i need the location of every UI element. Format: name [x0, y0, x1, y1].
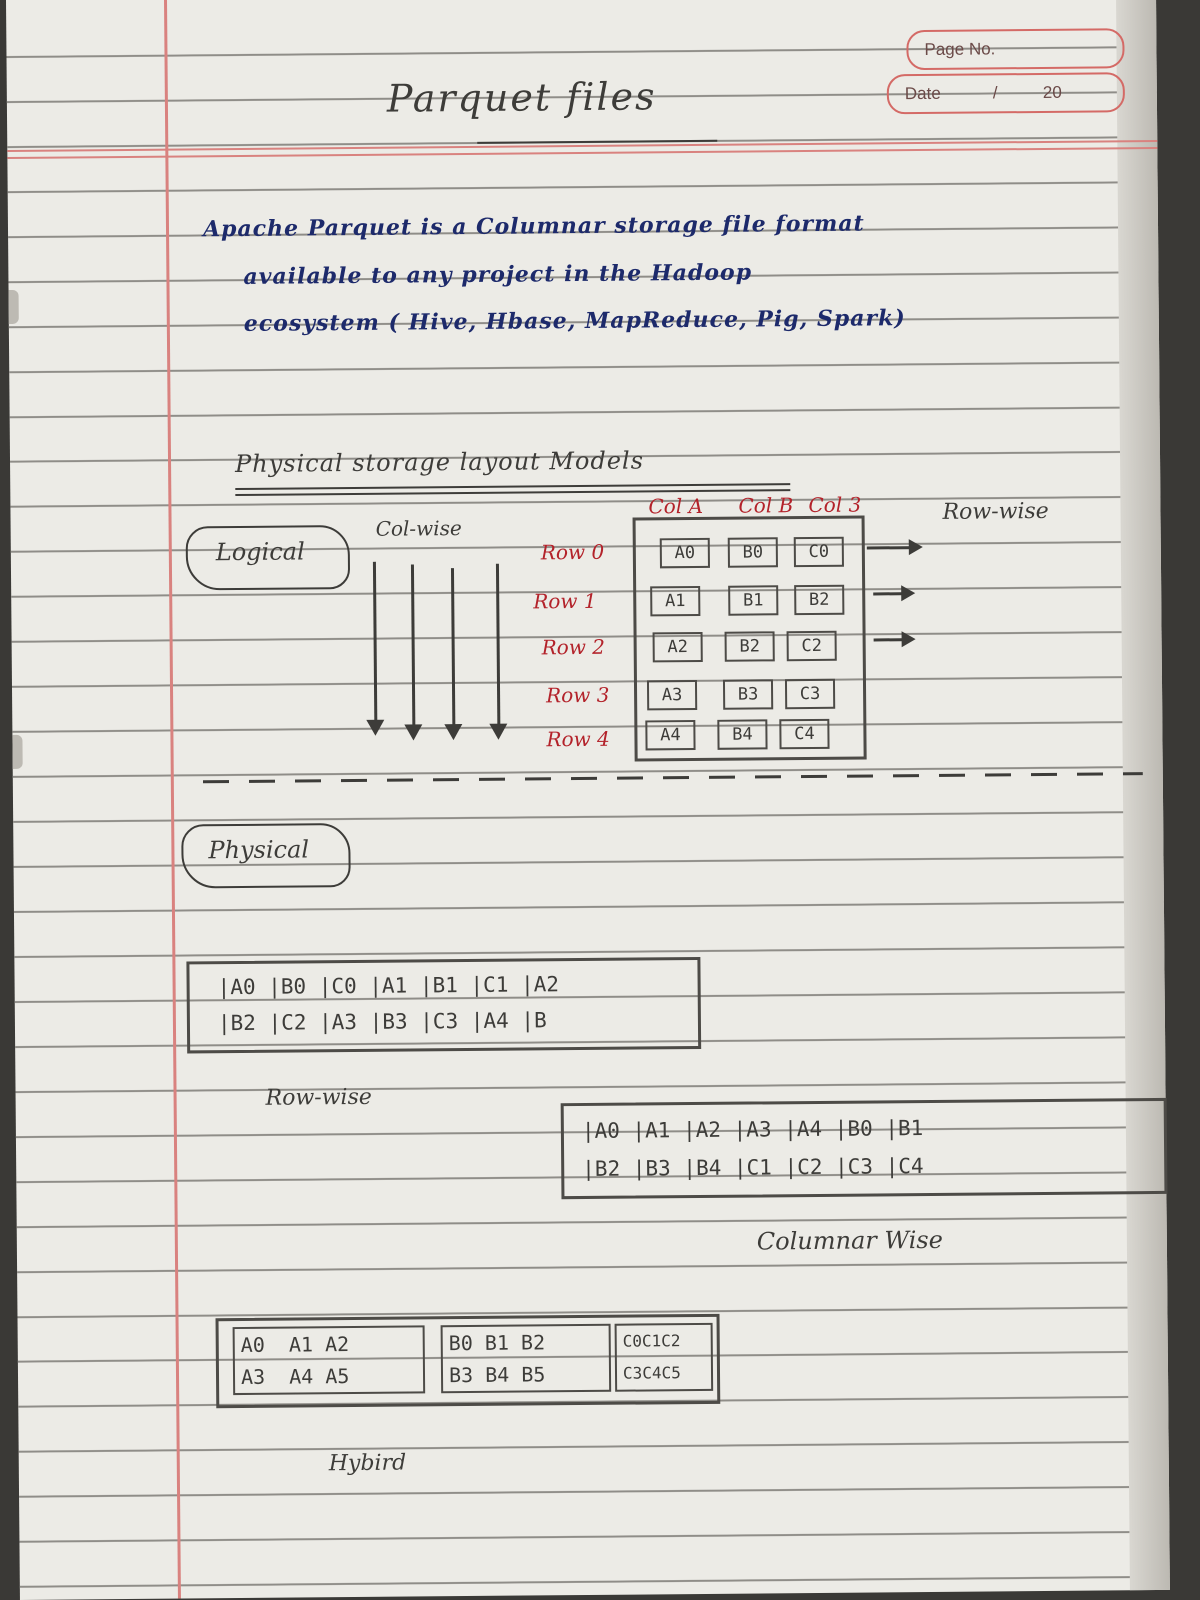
storage-row: |A0 |A1 |A2 |A3 |A4 |B0 |B1 [581, 1116, 924, 1144]
row-label: Row 2 [541, 634, 606, 660]
col-wise-arrow [411, 564, 416, 736]
col-header-a: Col A [648, 493, 704, 519]
table-cell: A2 [653, 632, 703, 662]
hybrid-line: B0 B1 B2 [448, 1330, 546, 1356]
binder-ring [9, 290, 19, 324]
table-cell: A3 [647, 680, 697, 710]
table-cell: C4 [779, 719, 829, 749]
date-separator: / [992, 83, 998, 103]
hybrid-line: A0 A1 A2 [240, 1332, 350, 1358]
hybrid-group-c [615, 1323, 714, 1392]
table-cell: C2 [787, 631, 837, 661]
table-cell: B2 [794, 585, 844, 615]
row-wise-label: Row-wise [942, 498, 1049, 525]
logical-table [633, 516, 867, 762]
storage-row: |A0 |B0 |C0 |A1 |B1 |C1 |A2 [217, 972, 560, 1000]
hybrid-group-a [233, 1325, 426, 1395]
date-label: Date [904, 83, 941, 104]
row-label: Row 0 [540, 539, 605, 565]
date-field [887, 72, 1125, 114]
row-wise-arrow [867, 546, 917, 549]
intro-line-1: Apache Parquet is a Columnar storage file format [202, 210, 865, 243]
heading-underline [235, 489, 790, 496]
table-cell: B4 [717, 719, 767, 749]
table-cell: C0 [794, 537, 844, 567]
hybrid-caption: Hybird [328, 1450, 407, 1477]
table-cell: B0 [728, 537, 778, 567]
storage-row: |B2 |C2 |A3 |B3 |C3 |A4 |B [217, 1008, 547, 1036]
col-header-c: Col 3 [808, 492, 862, 518]
col-wise-label: Col-wise [375, 516, 462, 541]
hybrid-group-b [441, 1324, 612, 1393]
hybrid-line: C3C4C5 [622, 1363, 681, 1383]
table-cell: A0 [660, 538, 710, 568]
row-wise-arrow [874, 638, 910, 641]
binder-ring [12, 735, 22, 769]
page-no-label: Page No. [924, 39, 996, 59]
row-wise-arrow [873, 592, 909, 595]
table-cell: A1 [650, 586, 700, 616]
table-cell: B1 [728, 585, 778, 615]
physical-label: Physical [208, 835, 310, 865]
table-cell: A4 [645, 720, 695, 750]
hybrid-line: A3 A4 A5 [240, 1364, 350, 1390]
intro-line-2: available to any project in the Hadoop [243, 259, 753, 290]
col-wise-arrow [451, 568, 455, 736]
row-wise-storage [186, 957, 701, 1053]
hybrid-line: C0C1C2 [622, 1331, 681, 1351]
col-wise-arrow [373, 562, 377, 732]
hybrid-storage [216, 1314, 721, 1408]
col-header-b: Col B [738, 493, 794, 518]
col-wise-arrow [496, 564, 501, 736]
columnar-caption: Columnar Wise [756, 1225, 943, 1256]
margin-line [164, 0, 181, 1599]
table-cell: B3 [723, 679, 773, 709]
row-label: Row 4 [546, 726, 610, 752]
page-title: Parquet files [386, 74, 657, 121]
logical-physical-divider [203, 772, 1143, 783]
columnar-storage [561, 1098, 1168, 1199]
table-cell: B2 [725, 631, 775, 661]
section-heading: Physical storage layout Models [234, 446, 645, 479]
storage-row: |B2 |B3 |B4 |C1 |C2 |C3 |C4 [582, 1154, 924, 1182]
notebook-page [6, 0, 1170, 1600]
logical-label: Logical [215, 537, 305, 567]
hybrid-line: B3 B4 B5 [448, 1362, 546, 1388]
date-year: 20 [1042, 82, 1062, 102]
page-edge [1116, 0, 1170, 1590]
row-wise-caption: Row-wise [265, 1084, 372, 1111]
intro-line-3: ecosystem ( Hive, Hbase, MapReduce, Pig, Spark) [243, 305, 906, 337]
page-no-field [906, 28, 1124, 70]
table-cell: C3 [785, 679, 835, 709]
page-date-box [906, 28, 1127, 118]
row-label: Row 1 [533, 588, 597, 614]
row-label: Row 3 [545, 682, 610, 708]
